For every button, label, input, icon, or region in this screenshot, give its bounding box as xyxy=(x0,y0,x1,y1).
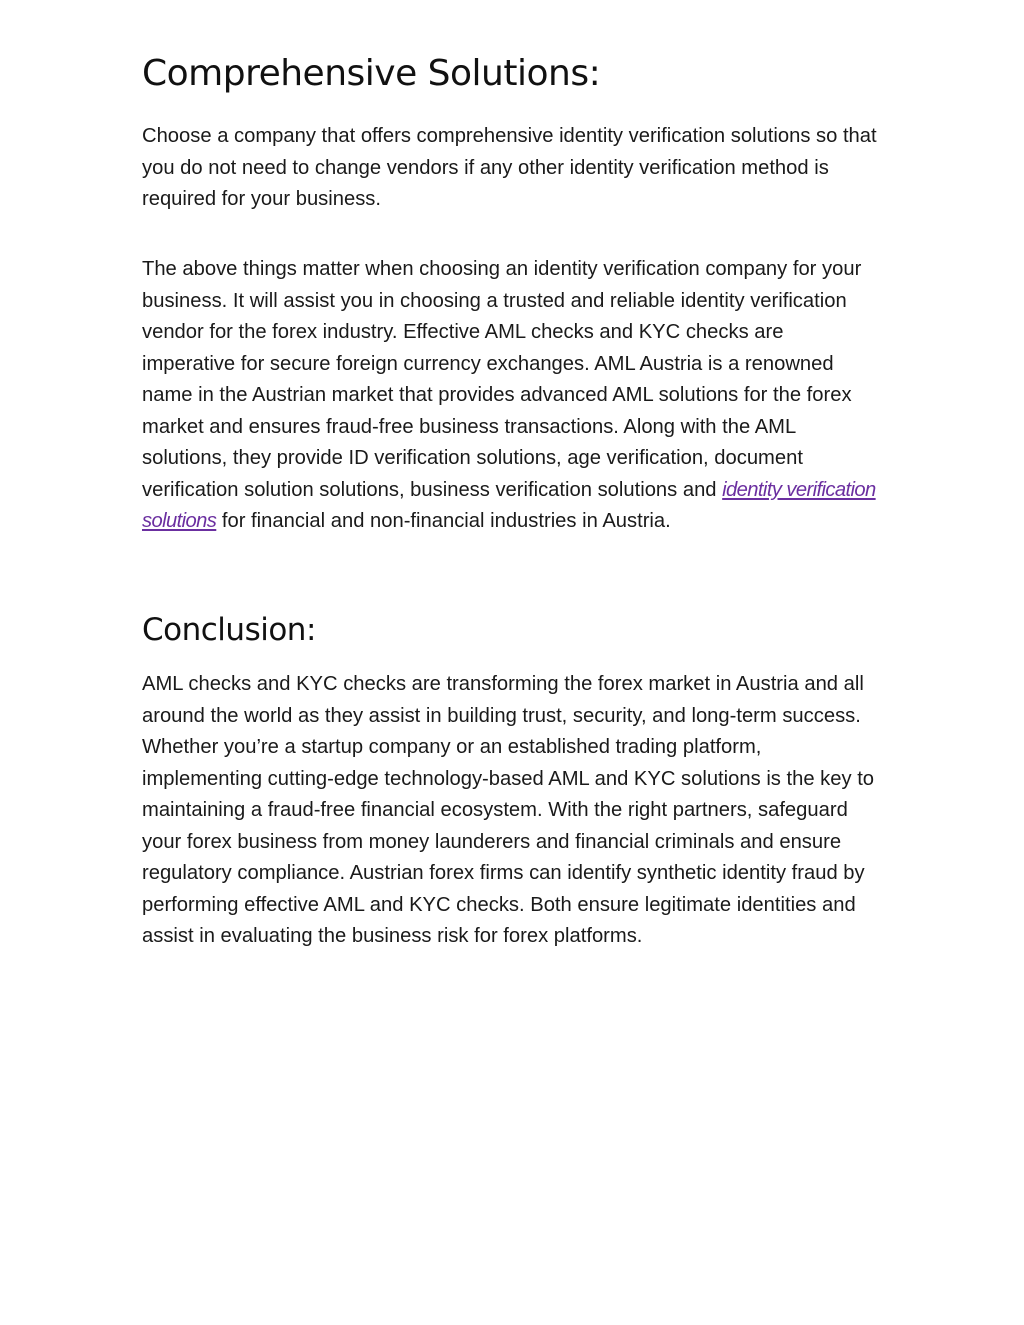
vendor-summary-paragraph xyxy=(142,254,882,538)
vendor-summary-text: The above things matter when choosing an identity verification company for your business. It will assist you in choosing a trusted and reliable identity verification vendor for the forex industry. Effective AML checks and KYC checks are imperative for secure foreign currency exchanges. AML Austria is a renowned name in the Austrian market that provides advanced AML solutions for the forex market and ensures fraud-free business transactions. Along with the AML solutions, they provide ID verification solutions, age verification, document verification solution solutions, business verification solutions and xyxy=(142,258,862,501)
identity-verification-solutions-link[interactable]: identity verification solutions xyxy=(142,478,876,532)
comprehensive-solutions-paragraph: Choose a company that offers comprehensive identity verification solutions so that you do not need to change vendors if any other identity verification method is required for your business. xyxy=(142,125,877,210)
conclusion-heading: Conclusion: xyxy=(142,612,316,648)
comprehensive-solutions-heading: Comprehensive Solutions: xyxy=(142,53,601,94)
vendor-summary-text-end: for financial and non-financial industries in Austria. xyxy=(216,510,671,532)
conclusion-paragraph: AML checks and KYC checks are transforming the forex market in Austria and all around the world as they assist in building trust, security, and long-term success. Whether you’re a startup company or an established trading platform, implementing cutting-edge technology-based AML and KYC solutions is the key to maintaining a fraud-free financial ecosystem. With the right partners, safeguard your forex business from money launderers and financial criminals and ensure regulatory compliance. Austrian forex firms can identify synthetic identity fraud by performing effective AML and KYC checks. Both ensure legitimate identities and assist in evaluating the business risk for forex platforms. xyxy=(142,673,875,947)
